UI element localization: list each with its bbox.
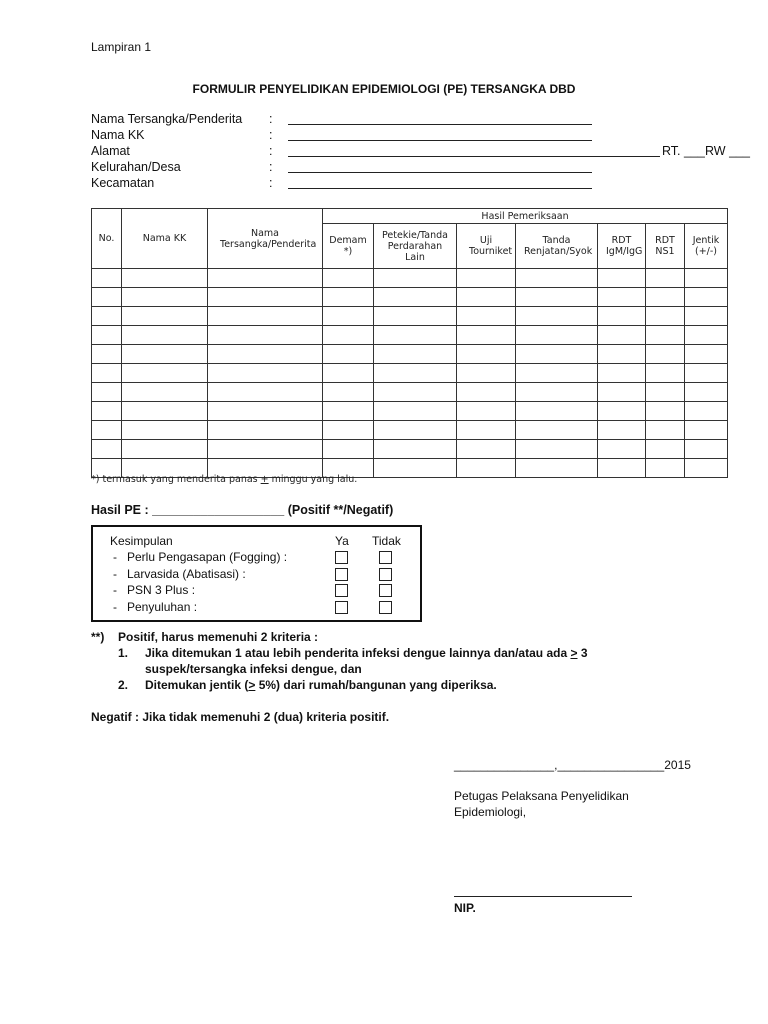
item-penyuluhan-label: Penyuluhan : — [127, 600, 198, 614]
table-cell[interactable] — [208, 326, 323, 345]
penyuluhan-ya-checkbox[interactable] — [335, 601, 348, 614]
table-cell[interactable] — [208, 307, 323, 326]
penyuluhan-tidak-checkbox[interactable] — [379, 601, 392, 614]
table-cell[interactable] — [646, 364, 685, 383]
table-cell[interactable] — [685, 326, 728, 345]
col-uji-tourniket: Uji Tourniket — [457, 224, 516, 269]
table-cell[interactable] — [685, 459, 728, 478]
table-cell[interactable] — [685, 307, 728, 326]
table-cell[interactable] — [323, 345, 374, 364]
table-row — [92, 383, 728, 402]
table-cell[interactable] — [92, 421, 122, 440]
table-cell[interactable] — [516, 326, 598, 345]
table-cell[interactable] — [457, 345, 516, 364]
kriteria-1-text-a: Jika ditemukan 1 atau lebih penderita infeksi dengue lainnya dan/atau ada — [145, 646, 571, 660]
table-cell[interactable] — [598, 288, 646, 307]
table-cell[interactable] — [92, 383, 122, 402]
fill-line[interactable] — [288, 172, 592, 173]
table-cell[interactable] — [516, 440, 598, 459]
col-nama-tersangka: Nama Tersangka/Penderita — [208, 209, 323, 269]
kriteria-1-gte: > — [570, 646, 578, 660]
fill-line[interactable] — [288, 124, 592, 125]
field-colon: : — [269, 128, 273, 142]
rw-label: RW ___ — [705, 144, 750, 158]
kriteria-2-text — [145, 678, 497, 692]
item-dash: - — [113, 567, 117, 581]
kriteria-1-text — [145, 646, 588, 660]
table-cell[interactable] — [122, 345, 208, 364]
table-cell[interactable] — [516, 269, 598, 288]
col-rdt-ns1: RDT NS1 — [646, 224, 685, 269]
psn-tidak-checkbox[interactable] — [379, 584, 392, 597]
table-row — [92, 269, 728, 288]
table-cell[interactable] — [323, 307, 374, 326]
fill-line[interactable] — [288, 156, 660, 157]
kriteria-marker: **) — [91, 630, 105, 644]
field-label: Nama KK — [91, 128, 145, 142]
footnote-text-end: minggu yang lalu. — [268, 474, 358, 485]
table-cell[interactable] — [122, 421, 208, 440]
field-label: Nama Tersangka/Penderita — [91, 112, 243, 126]
table-cell[interactable] — [208, 440, 323, 459]
table-cell[interactable] — [374, 459, 457, 478]
table-cell[interactable] — [646, 288, 685, 307]
table-cell[interactable] — [92, 288, 122, 307]
table-cell[interactable] — [646, 421, 685, 440]
table-cell[interactable] — [516, 402, 598, 421]
table-cell[interactable] — [92, 364, 122, 383]
table-cell[interactable] — [646, 383, 685, 402]
table-cell[interactable] — [646, 345, 685, 364]
table-cell[interactable] — [122, 288, 208, 307]
item-psn-label: PSN 3 Plus : — [127, 583, 196, 597]
hasil-pe-line[interactable]: Hasil PE : ___________________ (Positif **/Negatif) — [91, 503, 394, 517]
table-cell[interactable] — [208, 269, 323, 288]
group-hasil-pemeriksaan: Hasil Pemeriksaan — [323, 209, 728, 224]
larvasida-tidak-checkbox[interactable] — [379, 568, 392, 581]
table-cell[interactable] — [598, 345, 646, 364]
table-cell[interactable] — [374, 402, 457, 421]
table-cell[interactable] — [685, 269, 728, 288]
fill-line[interactable] — [288, 140, 592, 141]
kriteria-1-num: 1. — [118, 646, 129, 660]
table-cell[interactable] — [122, 440, 208, 459]
table-cell[interactable] — [646, 440, 685, 459]
table-cell[interactable] — [208, 288, 323, 307]
col-no: No. — [92, 209, 122, 269]
table-cell[interactable] — [92, 269, 122, 288]
table-cell[interactable] — [685, 345, 728, 364]
table-cell[interactable] — [374, 269, 457, 288]
table-cell[interactable] — [122, 402, 208, 421]
table-cell[interactable] — [374, 421, 457, 440]
table-row — [92, 402, 728, 421]
kriteria-2-gte: > — [248, 678, 256, 692]
table-cell[interactable] — [646, 326, 685, 345]
item-larvasida-label: Larvasida (Abatisasi) : — [127, 567, 246, 581]
psn-ya-checkbox[interactable] — [335, 584, 348, 597]
form-title-text: FORMULIR PENYELIDIKAN EPIDEMIOLOGI (PE) TERSANGKA DBD — [192, 82, 576, 96]
kriteria-2-text-b: 5%) dari rumah/bangunan yang diperiksa. — [255, 678, 497, 692]
field-label: Kecamatan — [91, 176, 155, 190]
table-cell[interactable] — [122, 307, 208, 326]
kriteria-1-text-b: 3 — [577, 646, 588, 660]
rt-label: RT. ___ — [662, 144, 705, 158]
kriteria-1-line2: suspek/tersangka infeksi dengue, dan — [145, 662, 362, 676]
field-colon: : — [269, 176, 273, 190]
table-cell[interactable] — [323, 288, 374, 307]
table-cell[interactable] — [685, 402, 728, 421]
kriteria-2-num: 2. — [118, 678, 129, 692]
table-cell[interactable] — [92, 402, 122, 421]
table-cell[interactable] — [457, 459, 516, 478]
item-dash: - — [113, 550, 117, 564]
field-label: Alamat — [91, 144, 130, 158]
signature-line[interactable] — [454, 896, 632, 897]
table-cell[interactable] — [122, 269, 208, 288]
table-cell[interactable] — [323, 440, 374, 459]
table-row — [92, 421, 728, 440]
field-colon: : — [269, 144, 273, 158]
table-cell[interactable] — [374, 440, 457, 459]
table-cell[interactable] — [374, 307, 457, 326]
table-cell[interactable] — [374, 364, 457, 383]
tidak-header: Tidak — [372, 534, 401, 548]
table-cell[interactable] — [208, 421, 323, 440]
table-cell[interactable] — [92, 440, 122, 459]
table-cell[interactable] — [516, 421, 598, 440]
table-cell[interactable] — [598, 421, 646, 440]
table-cell[interactable] — [457, 364, 516, 383]
table-cell[interactable] — [685, 383, 728, 402]
pe-table — [91, 208, 728, 478]
field-colon: : — [269, 112, 273, 126]
fill-line[interactable] — [288, 188, 592, 189]
table-row — [92, 307, 728, 326]
col-demam: Demam *) — [323, 224, 374, 269]
table-cell[interactable] — [457, 326, 516, 345]
col-nama-kk: Nama KK — [122, 209, 208, 269]
table-cell[interactable] — [516, 345, 598, 364]
table-cell[interactable] — [685, 288, 728, 307]
table-cell[interactable] — [598, 402, 646, 421]
table-cell[interactable] — [685, 421, 728, 440]
table-cell[interactable] — [598, 269, 646, 288]
table-cell[interactable] — [122, 364, 208, 383]
footnote-text: *) termasuk yang menderita panas — [91, 474, 261, 485]
table-cell[interactable] — [457, 402, 516, 421]
table-cell[interactable] — [122, 326, 208, 345]
table-cell[interactable] — [516, 288, 598, 307]
col-petekie: Petekie/Tanda Perdarahan Lain — [374, 224, 457, 269]
table-cell[interactable] — [516, 364, 598, 383]
kesimpulan-box — [91, 525, 422, 622]
table-row — [92, 345, 728, 364]
table-cell[interactable] — [208, 345, 323, 364]
col-rdt-igm-igg: RDT IgM/IgG — [598, 224, 646, 269]
form-title — [0, 82, 768, 96]
footnote-plusminus: + — [260, 474, 269, 485]
table-cell[interactable] — [208, 383, 323, 402]
larvasida-ya-checkbox[interactable] — [335, 568, 348, 581]
table-cell[interactable] — [646, 459, 685, 478]
table-cell[interactable] — [685, 364, 728, 383]
table-cell[interactable] — [516, 383, 598, 402]
table-cell[interactable] — [646, 307, 685, 326]
item-dash: - — [113, 600, 117, 614]
col-jentik: Jentik (+/-) — [685, 224, 728, 269]
kriteria-title: Positif, harus memenuhi 2 kriteria : — [118, 630, 319, 644]
negatif-note: Negatif : Jika tidak memenuhi 2 (dua) kriteria positif. — [91, 710, 390, 724]
role-line-2: Epidemiologi, — [454, 805, 527, 819]
table-cell[interactable] — [646, 402, 685, 421]
table-cell[interactable] — [122, 383, 208, 402]
ya-header: Ya — [335, 534, 349, 548]
table-cell[interactable] — [598, 307, 646, 326]
fogging-ya-checkbox[interactable] — [335, 551, 348, 564]
table-cell[interactable] — [323, 269, 374, 288]
lampiran-label: Lampiran 1 — [91, 40, 152, 54]
table-cell[interactable] — [457, 440, 516, 459]
table-cell[interactable] — [208, 402, 323, 421]
table-cell[interactable] — [323, 364, 374, 383]
table-cell[interactable] — [208, 364, 323, 383]
table-row — [92, 364, 728, 383]
item-dash: - — [113, 583, 117, 597]
table-cell[interactable] — [516, 307, 598, 326]
table-cell[interactable] — [374, 326, 457, 345]
table-cell[interactable] — [374, 383, 457, 402]
table-cell[interactable] — [374, 345, 457, 364]
table-cell[interactable] — [457, 383, 516, 402]
col-tanda-renjatan: Tanda Renjatan/Syok — [516, 224, 598, 269]
table-row — [92, 326, 728, 345]
table-cell[interactable] — [457, 421, 516, 440]
table-row — [92, 440, 728, 459]
kriteria-2-text-a: Ditemukan jentik ( — [145, 678, 249, 692]
table-row — [92, 288, 728, 307]
table-cell[interactable] — [92, 326, 122, 345]
table-cell[interactable] — [92, 307, 122, 326]
table-cell[interactable] — [457, 307, 516, 326]
table-cell[interactable] — [323, 402, 374, 421]
table-cell[interactable] — [598, 364, 646, 383]
fogging-tidak-checkbox[interactable] — [379, 551, 392, 564]
table-cell[interactable] — [457, 269, 516, 288]
table-cell[interactable] — [374, 288, 457, 307]
item-fogging-label: Perlu Pengasapan (Fogging) : — [127, 550, 288, 564]
role-line-1: Petugas Pelaksana Penyelidikan — [454, 789, 629, 803]
table-cell[interactable] — [516, 459, 598, 478]
table-cell[interactable] — [598, 459, 646, 478]
table-cell[interactable] — [323, 383, 374, 402]
table-cell[interactable] — [685, 440, 728, 459]
kesimpulan-title: Kesimpulan — [110, 534, 173, 548]
table-cell[interactable] — [323, 421, 374, 440]
nip-label: NIP. — [454, 901, 476, 915]
field-colon: : — [269, 160, 273, 174]
date-line[interactable]: _______________,________________2015 — [454, 758, 691, 772]
table-cell[interactable] — [598, 383, 646, 402]
table-cell[interactable] — [92, 345, 122, 364]
table-cell[interactable] — [646, 269, 685, 288]
field-label: Kelurahan/Desa — [91, 160, 181, 174]
table-cell[interactable] — [598, 326, 646, 345]
table-cell[interactable] — [323, 326, 374, 345]
table-footnote — [91, 474, 357, 485]
table-cell[interactable] — [598, 440, 646, 459]
table-cell[interactable] — [457, 288, 516, 307]
